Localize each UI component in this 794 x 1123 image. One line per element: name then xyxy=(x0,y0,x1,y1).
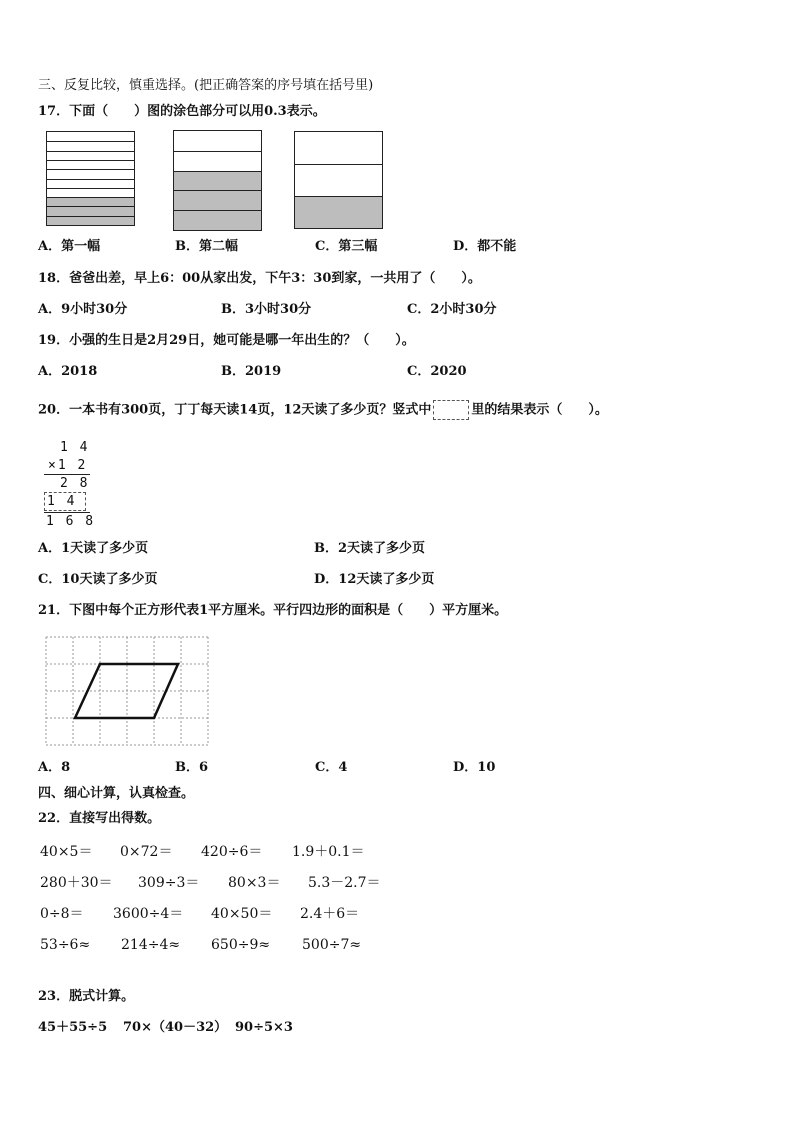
vertical-row-3: 2 8 xyxy=(60,476,90,491)
q17-option-c[interactable]: C．第三幅 xyxy=(315,239,378,254)
figure-strip xyxy=(47,206,134,215)
q22-stem: 22．直接写出得数。 xyxy=(38,811,161,826)
q18-option-b[interactable]: B．3小时30分 xyxy=(221,302,312,317)
q17-figure-1 xyxy=(46,131,135,226)
calc-item: 80×3＝ xyxy=(228,875,281,891)
vertical-row-5: 1 6 8 xyxy=(46,514,96,529)
vertical-row-4: 1 4 xyxy=(47,494,77,509)
q17-option-a[interactable]: A．第一幅 xyxy=(38,239,101,254)
calc-item: 40×50＝ xyxy=(211,906,273,922)
grid-lines xyxy=(46,637,208,745)
figure-strip xyxy=(47,160,134,169)
calc-item: 650÷9≈ xyxy=(211,937,271,953)
figure-strip xyxy=(295,132,382,164)
figure-strip xyxy=(47,188,134,197)
vertical-row-1: 1 4 xyxy=(60,440,90,455)
q20-stem-before: 20．一本书有300页，丁丁每天读14页，12天读了多少页？竖式中 xyxy=(38,402,432,418)
q19-option-b[interactable]: B．2019 xyxy=(221,364,282,379)
figure-strip xyxy=(295,196,382,228)
q21-option-c[interactable]: C．4 xyxy=(315,760,348,775)
q19-option-a[interactable]: A．2018 xyxy=(38,364,98,379)
q23-item-3: 90÷5×3 xyxy=(235,1020,293,1035)
figure-strip xyxy=(174,171,261,191)
calc-item: 420÷6＝ xyxy=(201,844,263,860)
calc-item: 1.9＋0.1＝ xyxy=(292,844,365,860)
calc-item: 280＋30＝ xyxy=(40,875,113,891)
section-4-title: 四、细心计算，认真检查。 xyxy=(38,786,195,801)
calc-item: 309÷3＝ xyxy=(138,875,200,891)
calc-item: 0÷8＝ xyxy=(40,906,84,922)
q21-option-a[interactable]: A．8 xyxy=(38,760,71,775)
figure-strip xyxy=(174,210,261,230)
q20-option-c[interactable]: C．10天读了多少页 xyxy=(38,572,158,587)
q20-option-b[interactable]: B．2天读了多少页 xyxy=(314,541,426,556)
figure-strip xyxy=(295,164,382,196)
figure-strip xyxy=(47,151,134,160)
q18-stem: 18．爸爸出差，早上6：00从家出发，下午3：30到家，一共用了（ ）。 xyxy=(38,271,481,286)
figure-strip xyxy=(174,131,261,151)
q20-stem xyxy=(38,400,608,420)
q20-dashed-box xyxy=(433,400,469,420)
q21-grid-figure xyxy=(42,633,212,751)
figure-strip xyxy=(47,197,134,206)
q19-option-c[interactable]: C．2020 xyxy=(407,364,467,379)
q19-stem: 19．小强的生日是2月29日，她可能是哪一年出生的？（ ）。 xyxy=(38,333,415,348)
calc-item: 214÷4≈ xyxy=(121,937,181,953)
q17-figure-2 xyxy=(173,130,262,231)
vertical-row-2: ×1 2 xyxy=(48,458,88,473)
q17-stem: 17．下面（ ）图的涂色部分可以用0.3表示。 xyxy=(38,104,326,119)
figure-strip xyxy=(47,169,134,178)
calc-item: 3600÷4＝ xyxy=(113,906,184,922)
figure-strip xyxy=(174,151,261,171)
calc-item: 53÷6≈ xyxy=(40,937,91,953)
q23-stem: 23．脱式计算。 xyxy=(38,989,135,1004)
figure-strip xyxy=(47,216,134,225)
q23-item-1: 45＋55÷5 xyxy=(38,1020,108,1035)
q18-option-c[interactable]: C．2小时30分 xyxy=(407,302,497,317)
calc-item: 40×5＝ xyxy=(40,844,93,860)
calc-item: 0×72＝ xyxy=(120,844,173,860)
section-3-title: 三、反复比较，慎重选择。(把正确答案的序号填在括号里) xyxy=(38,78,374,93)
figure-strip xyxy=(174,190,261,210)
figure-strip xyxy=(47,179,134,188)
calc-item: 5.3－2.7＝ xyxy=(308,875,381,891)
q17-option-b[interactable]: B．第二幅 xyxy=(175,239,238,254)
q17-option-d[interactable]: D．都不能 xyxy=(453,239,517,254)
figure-strip xyxy=(47,141,134,150)
q23-item-2: 70×（40－32） xyxy=(123,1020,228,1035)
q21-stem: 21．下图中每个正方形代表1平方厘米。平行四边形的面积是（ ）平方厘米。 xyxy=(38,603,508,618)
vertical-dashed-box xyxy=(44,492,86,511)
q21-option-b[interactable]: B．6 xyxy=(175,760,209,775)
q20-stem-after: 里的结果表示（ ）。 xyxy=(471,402,608,418)
q21-option-d[interactable]: D．10 xyxy=(453,760,496,775)
calc-item: 2.4＋6＝ xyxy=(300,906,360,922)
q20-option-d[interactable]: D．12天读了多少页 xyxy=(314,572,435,587)
q20-option-a[interactable]: A．1天读了多少页 xyxy=(38,541,149,556)
q17-figure-3 xyxy=(294,131,383,229)
figure-strip xyxy=(47,132,134,141)
calc-item: 500÷7≈ xyxy=(302,937,362,953)
q18-option-a[interactable]: A．9小时30分 xyxy=(38,302,128,317)
